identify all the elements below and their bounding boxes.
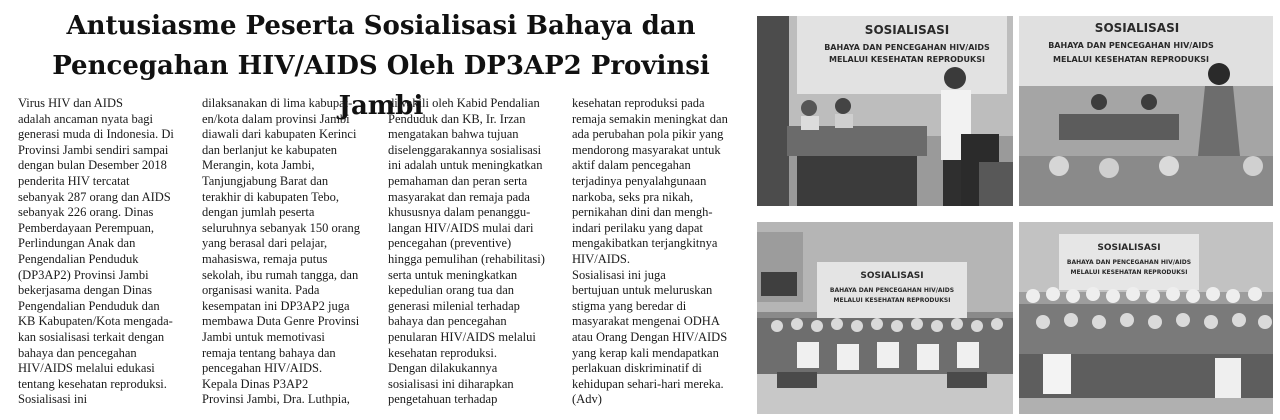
column-text: Virus HIV dan AIDS adalah ancaman nyata bagi generasi muda di Indonesia. Di Provinsi Jambi sendiri sampai dengan bulan Desember 2018 penderita HIV tercatat sebanyak 287 orang dan AIDS sebanyak 226 orang. Dinas Pemberdayaan Perempuan, Perlindungan Anak dan Pengendalian Penduduk (DP3AP2) Provinsi Jambi bekerjasama dengan Dinas Pengendalian Penduduk dan KB Kabupaten/Kota mengada- kan sosialisasi terkait dengan bahaya dan pencegahan HIV/AIDS melalui edukasi tentang kesehatan reproduksi. Sosialisasi ini <box>18 96 174 407</box>
article-column-3 <box>388 96 564 408</box>
banner-text-3: MELALUI KESEHATAN REPRODUKSI <box>1053 55 1209 64</box>
event-photo-speaker <box>757 16 1013 206</box>
event-photo-group-participants <box>1019 222 1273 414</box>
banner-text-2: BAHAYA DAN PENCEGAHAN HIV/AIDS <box>1066 259 1192 266</box>
banner-text-2: BAHAYA DAN PENCEGAHAN HIV/AIDS <box>829 287 955 294</box>
event-photo-group-hall <box>757 222 1013 414</box>
banner-text-1: SOSIALISASI <box>1094 21 1180 35</box>
article-column-1 <box>18 96 194 408</box>
column-text: diwakili oleh Kabid Pendalian Penduduk dan KB, Ir. Irzan mengatakan bahwa tujuan diselenggarakannya sosialisasi ini adalah untuk meningkatkan pemahaman dan peran serta masyarakat dan remaja pada khususnya dalam penanggu- langan HIV/AIDS mulai dari pencegahan (preventive) hingga pemulihan (rehabilitasi) serta untuk meningkatkan kepedulian orang tua dan generasi milenial terhadap bahaya dan pencegahan penularan HIV/AIDS melalui kesehatan reproduksi. Dengan dilakukannya sosialisasi ini diharapkan pengetahuan terhadap <box>388 96 545 407</box>
banner-text-2: BAHAYA DAN PENCEGAHAN HIV/AIDS <box>824 43 990 52</box>
banner-text-3: MELALUI KESEHATAN REPRODUKSI <box>1070 269 1188 276</box>
column-text: kesehatan reproduksi pada remaja semakin meningkat dan ada perubahan pola pikir yang mendorong masyarakat untuk aktif dalam pencegahan terjadinya penyalahgunaan narkoba, seks pra nikah, pernikahan dini dan mengh- indari perilaku yang dapat mengakibatkan terjangkitnya HIV/AIDS. Sosialisasi ini juga bertujuan untuk meluruskan stigma yang beredar di masyarakat mengenai ODHA atau Orang Dengan HIV/AIDS yang kerap kali mendapatkan perlakuan diskriminatif di kehidupan sehari-hari mereka. (Adv) <box>572 96 728 407</box>
article-column-2 <box>202 96 378 408</box>
banner-text-1: SOSIALISASI <box>864 23 950 37</box>
banner-text-2: BAHAYA DAN PENCEGAHAN HIV/AIDS <box>1048 41 1214 50</box>
article-column-4 <box>572 96 748 408</box>
column-text: dilaksanakan di lima kabupat- en/kota dalam provinsi Jambi diawali dari kabupaten Kerinci dan berlanjut ke kabupaten Merangin, kota Jambi, Tanjungjabung Barat dan terakhir di kabupaten Tebo, dengan jumlah peserta seluruhnya sebanyak 150 orang yang berasal dari pelajar, mahasiswa, remaja putus sekolah, ibu rumah tangga, dan organisasi wanita. Pada kesempatan ini DP3AP2 juga membawa Duta Genre Provinsi Jambi untuk memotivasi remaja tentang bahaya dan pencegahan HIV/AIDS. Kepala Dinas P3AP2 Provinsi Jambi, Dra. Luthpia, <box>202 96 360 407</box>
headline-line-2: Pencegahan HIV/AIDS Oleh DP3AP2 Provinsi Jambi <box>52 51 710 121</box>
event-photo-duta-genre <box>1019 16 1273 206</box>
banner-text-3: MELALUI KESEHATAN REPRODUKSI <box>829 55 985 64</box>
banner-text-1: SOSIALISASI <box>860 271 924 281</box>
banner-text-3: MELALUI KESEHATAN REPRODUKSI <box>833 297 951 304</box>
headline-line-1: Antusiasme Peserta Sosialisasi Bahaya dan <box>66 11 696 41</box>
banner-text-1: SOSIALISASI <box>1097 243 1161 253</box>
